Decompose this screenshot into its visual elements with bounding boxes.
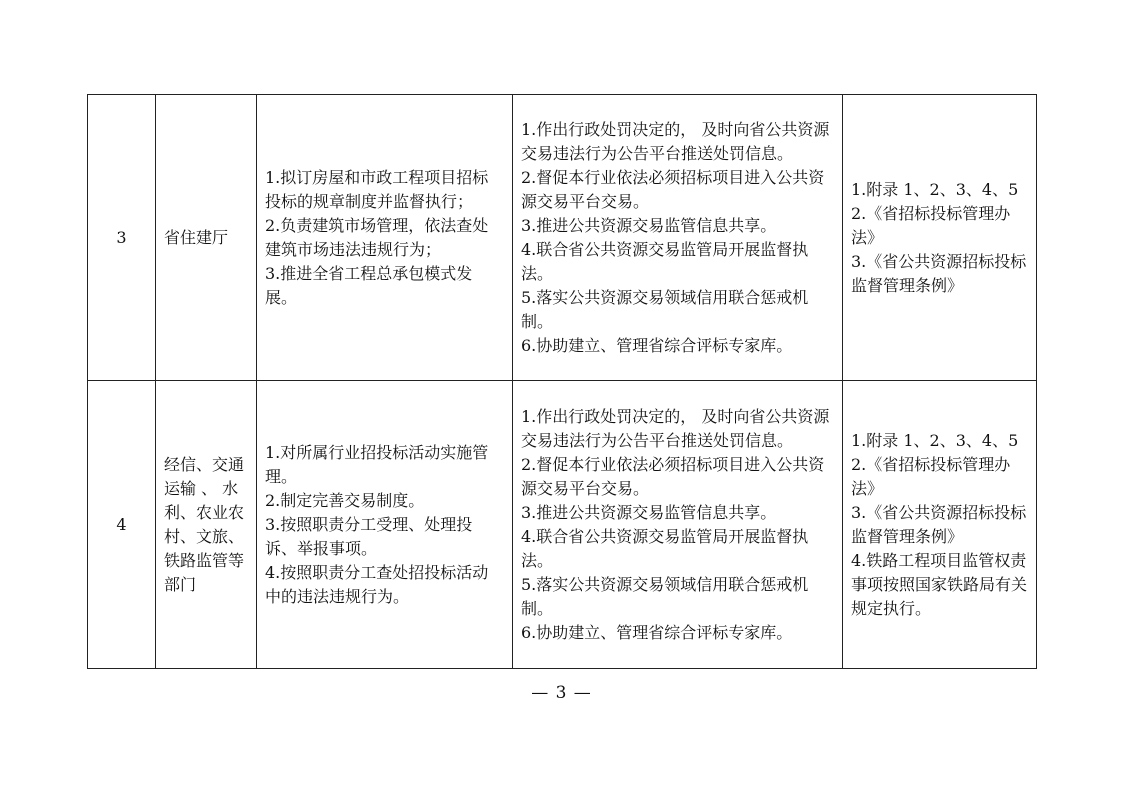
row-number-cell: 3 bbox=[88, 95, 156, 381]
responsibilities-cell bbox=[257, 381, 513, 669]
department-cell: 经信、交通运输 、 水利、农业农村、文旅、铁路监管等部门 bbox=[156, 381, 257, 669]
department-cell: 省住建厅 bbox=[156, 95, 257, 381]
basis-cell bbox=[843, 95, 1037, 381]
responsibility-item: 2.负责建筑市场管理，依法查处建筑市场违法违规行为； bbox=[265, 215, 489, 259]
page-number: — 3 — bbox=[531, 683, 592, 703]
responsibility-item: 3.按照职责分工受理、处理投诉、举报事项。 bbox=[265, 514, 473, 558]
responsibility-item: 1.对所属行业招投标活动实施管理。 bbox=[265, 442, 489, 486]
responsibilities-cell bbox=[257, 95, 513, 381]
regulation-item: 1.作出行政处罚决定的， 及时向省公共资源交易违法行为公告平台推送处罚信息。 bbox=[521, 406, 830, 450]
regulation-cell bbox=[513, 381, 843, 669]
basis-item: 2.《省招标投标管理办法》 bbox=[851, 203, 1011, 247]
regulation-item: 5.落实公共资源交易领域信用联合惩戒机制。 bbox=[521, 287, 809, 331]
regulation-item: 3.推进公共资源交易监管信息共享。 bbox=[521, 215, 777, 235]
basis-item: 2.《省招标投标管理办法》 bbox=[851, 454, 1011, 498]
responsibility-item: 3.推进全省工程总承包模式发展。 bbox=[265, 263, 473, 307]
basis-cell bbox=[843, 381, 1037, 669]
regulation-item: 2.督促本行业依法必须招标项目进入公共资源交易平台交易。 bbox=[521, 167, 825, 211]
basis-item: 4.铁路工程项目监管权责事项按照国家铁路局有关规定执行。 bbox=[851, 550, 1028, 618]
regulation-item: 1.作出行政处罚决定的， 及时向省公共资源交易违法行为公告平台推送处罚信息。 bbox=[521, 119, 830, 163]
regulation-cell bbox=[513, 95, 843, 381]
regulation-item: 4.联合省公共资源交易监管局开展监督执法。 bbox=[521, 239, 809, 283]
basis-item: 3.《省公共资源招标投标监督管理条例》 bbox=[851, 502, 1027, 546]
regulation-item: 5.落实公共资源交易领域信用联合惩戒机制。 bbox=[521, 574, 809, 618]
basis-item: 1.附录 1、2、3、4、5 bbox=[851, 430, 1019, 450]
table-row bbox=[88, 381, 1037, 669]
basis-item: 3.《省公共资源招标投标监督管理条例》 bbox=[851, 251, 1027, 295]
regulation-item: 2.督促本行业依法必须招标项目进入公共资源交易平台交易。 bbox=[521, 454, 825, 498]
basis-item: 1.附录 1、2、3、4、5 bbox=[851, 179, 1019, 199]
regulation-item: 6.协助建立、管理省综合评标专家库。 bbox=[521, 335, 793, 355]
regulation-item: 4.联合省公共资源交易监管局开展监督执法。 bbox=[521, 526, 809, 570]
regulation-item: 3.推进公共资源交易监管信息共享。 bbox=[521, 502, 777, 522]
responsibility-item: 4.按照职责分工查处招投标活动中的违法违规行为。 bbox=[265, 562, 489, 606]
responsibility-item: 1.拟订房屋和市政工程项目招标投标的规章制度并监督执行； bbox=[265, 167, 489, 211]
regulation-item: 6.协助建立、管理省综合评标专家库。 bbox=[521, 622, 793, 642]
row-number-cell: 4 bbox=[88, 381, 156, 669]
responsibility-table bbox=[87, 94, 1037, 669]
table-row bbox=[88, 95, 1037, 381]
responsibility-item: 2.制定完善交易制度。 bbox=[265, 490, 425, 510]
